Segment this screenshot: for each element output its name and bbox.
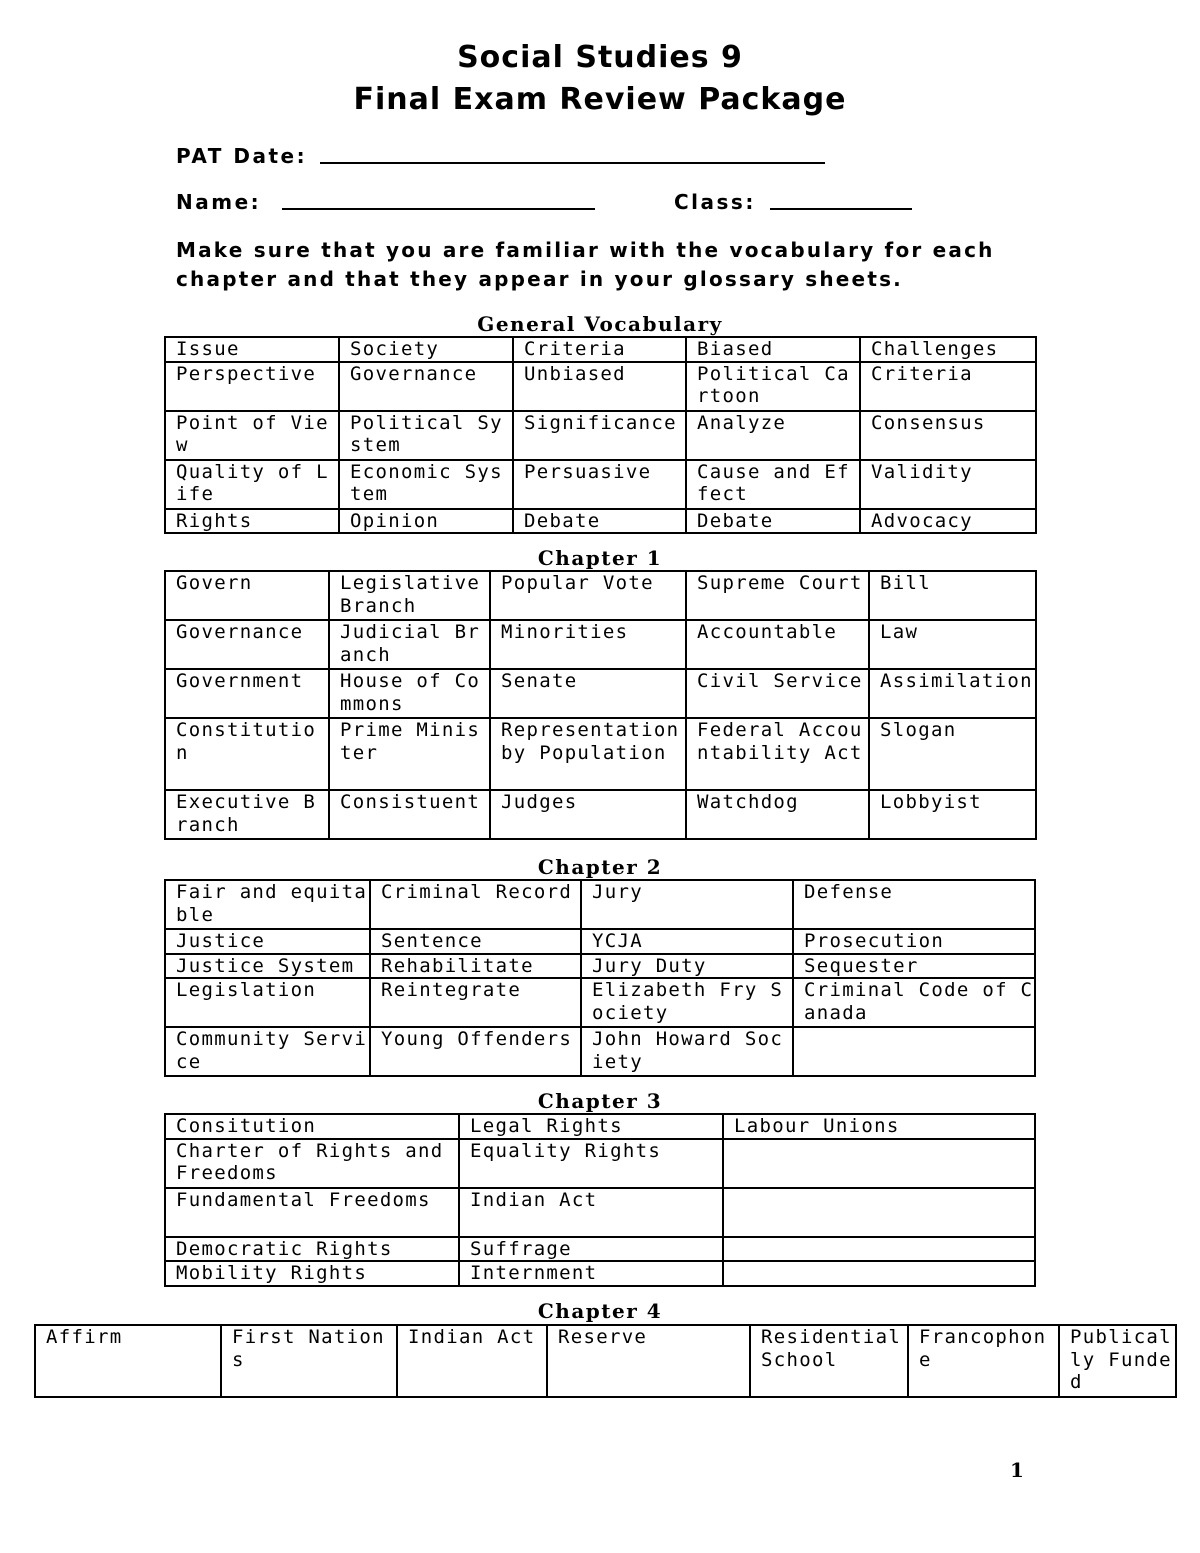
vocab-term-cell: Civil Service — [686, 669, 869, 718]
vocab-term-cell: Jury Duty — [581, 954, 793, 979]
vocab-term-cell: Government — [165, 669, 329, 718]
vocab-term-cell: Senate — [490, 669, 686, 718]
vocab-term-cell: Political System — [339, 411, 513, 460]
vocab-term-cell: Criminal Record — [370, 880, 581, 929]
vocab-term-cell: Internment — [459, 1261, 723, 1286]
name-blank[interactable] — [282, 208, 595, 210]
table-row — [165, 669, 1036, 718]
vocab-table-chapter-4 — [34, 1324, 1177, 1398]
vocab-term-cell: Reintegrate — [370, 978, 581, 1027]
vocab-term-cell: Prosecution — [793, 929, 1035, 954]
vocab-term-cell: Rights — [165, 509, 339, 534]
vocab-term-cell: Accountable — [686, 620, 869, 669]
page-title: Social Studies 9 — [457, 40, 743, 75]
vocab-term-cell: Rehabilitate — [370, 954, 581, 979]
vocab-term-cell: Criteria — [513, 337, 686, 362]
table-row — [165, 790, 1036, 839]
pat-date-label: PAT Date: — [176, 144, 308, 168]
vocab-term-cell: Prime Minister — [329, 718, 490, 790]
vocab-term-cell: Consistuent — [329, 790, 490, 839]
vocab-term-cell: Judges — [490, 790, 686, 839]
vocab-term-cell: Legal Rights — [459, 1114, 723, 1139]
vocab-term-cell: Justice System — [165, 954, 370, 979]
pat-date-blank[interactable] — [320, 162, 825, 164]
vocab-term-cell: YCJA — [581, 929, 793, 954]
vocab-term-cell: Democratic Rights — [165, 1237, 459, 1262]
vocab-term-cell: Lobbyist — [869, 790, 1036, 839]
page-subtitle: Final Exam Review Package — [353, 82, 847, 117]
vocab-term-cell — [723, 1261, 1035, 1286]
vocab-term-cell: Residential School — [750, 1325, 908, 1397]
table-row — [165, 1237, 1035, 1262]
vocab-term-cell: Constitution — [165, 718, 329, 790]
vocab-term-cell: Advocacy — [860, 509, 1036, 534]
vocab-term-cell — [793, 1027, 1035, 1076]
vocab-term-cell: Criminal Code of Canada — [793, 978, 1035, 1027]
table-row — [35, 1325, 1176, 1397]
page-number: 1 — [1010, 1458, 1024, 1482]
vocab-term-cell: Suffrage — [459, 1237, 723, 1262]
vocab-term-cell: Judicial Branch — [329, 620, 490, 669]
vocab-term-cell: Debate — [513, 509, 686, 534]
vocab-term-cell: Cause and Effect — [686, 460, 860, 509]
vocab-term-cell: Law — [869, 620, 1036, 669]
vocab-term-cell: Analyze — [686, 411, 860, 460]
vocab-term-cell: Indian Act — [459, 1188, 723, 1237]
vocab-term-cell: Defense — [793, 880, 1035, 929]
vocab-term-cell: Society — [339, 337, 513, 362]
vocab-term-cell: Opinion — [339, 509, 513, 534]
vocab-term-cell: Validity — [860, 460, 1036, 509]
vocab-term-cell: Supreme Court — [686, 571, 869, 620]
vocab-term-cell: Persuasive — [513, 460, 686, 509]
table-row — [165, 954, 1035, 979]
vocab-term-cell: House of Commons — [329, 669, 490, 718]
vocab-term-cell: Indian Act — [397, 1325, 547, 1397]
table-row — [165, 1027, 1035, 1076]
vocab-term-cell: Fair and equitable — [165, 880, 370, 929]
vocab-term-cell: Sequester — [793, 954, 1035, 979]
section-heading-chapter-3: Chapter 3 — [537, 1089, 663, 1113]
vocab-term-cell: Watchdog — [686, 790, 869, 839]
vocab-term-cell: Issue — [165, 337, 339, 362]
vocab-term-cell: Debate — [686, 509, 860, 534]
vocab-term-cell: Perspective — [165, 362, 339, 411]
table-row — [165, 571, 1036, 620]
section-heading-chapter-4: Chapter 4 — [537, 1299, 663, 1323]
class-label: Class: — [674, 190, 756, 214]
table-row — [165, 620, 1036, 669]
table-row — [165, 362, 1036, 411]
vocab-table-chapter-2 — [164, 879, 1036, 1077]
vocab-term-cell — [723, 1139, 1035, 1188]
table-row — [165, 1188, 1035, 1237]
instructions: Make sure that you are familiar with the vocabulary for each chapter and that they appear in your glossary sheets. — [176, 238, 995, 291]
table-row — [165, 411, 1036, 460]
vocab-term-cell: Executive Branch — [165, 790, 329, 839]
vocab-term-cell: Assimilation — [869, 669, 1036, 718]
vocab-term-cell: Govern — [165, 571, 329, 620]
vocab-term-cell: Consitution — [165, 1114, 459, 1139]
table-row — [165, 929, 1035, 954]
vocab-term-cell: Reserve — [547, 1325, 750, 1397]
table-row — [165, 1261, 1035, 1286]
vocab-table-chapter-3 — [164, 1113, 1036, 1287]
section-heading-general: General Vocabulary — [477, 312, 723, 336]
table-row — [165, 1114, 1035, 1139]
vocab-term-cell: Economic System — [339, 460, 513, 509]
vocab-term-cell: Publically Funded — [1059, 1325, 1176, 1397]
name-label: Name: — [176, 190, 262, 214]
vocab-term-cell: Charter of Rights and Freedoms — [165, 1139, 459, 1188]
vocab-term-cell: Quality of Life — [165, 460, 339, 509]
vocab-term-cell: Jury — [581, 880, 793, 929]
vocab-term-cell: Consensus — [860, 411, 1036, 460]
vocab-term-cell: Mobility Rights — [165, 1261, 459, 1286]
vocab-term-cell: Popular Vote — [490, 571, 686, 620]
vocab-term-cell: Significance — [513, 411, 686, 460]
section-heading-chapter-2: Chapter 2 — [537, 855, 663, 879]
vocab-term-cell: Minorities — [490, 620, 686, 669]
table-row — [165, 1139, 1035, 1188]
vocab-term-cell — [723, 1237, 1035, 1262]
vocab-term-cell: Bill — [869, 571, 1036, 620]
vocab-term-cell: Fundamental Freedoms — [165, 1188, 459, 1237]
vocab-term-cell: Sentence — [370, 929, 581, 954]
vocab-term-cell: Legislation — [165, 978, 370, 1027]
table-row — [165, 978, 1035, 1027]
vocab-term-cell: Criteria — [860, 362, 1036, 411]
vocab-term-cell: Unbiased — [513, 362, 686, 411]
vocab-term-cell: Point of View — [165, 411, 339, 460]
vocab-term-cell: Affirm — [35, 1325, 221, 1397]
vocab-term-cell: Governance — [339, 362, 513, 411]
table-row — [165, 509, 1036, 534]
table-row — [165, 718, 1036, 790]
vocab-term-cell: Slogan — [869, 718, 1036, 790]
vocab-term-cell: Political Cartoon — [686, 362, 860, 411]
table-row — [165, 460, 1036, 509]
vocab-term-cell: Labour Unions — [723, 1114, 1035, 1139]
vocab-term-cell: Elizabeth Fry Society — [581, 978, 793, 1027]
vocab-term-cell: Justice — [165, 929, 370, 954]
class-blank[interactable] — [770, 208, 912, 210]
vocab-table-general — [164, 336, 1037, 534]
vocab-term-cell: Young Offenders — [370, 1027, 581, 1076]
vocab-term-cell: Challenges — [860, 337, 1036, 362]
vocab-term-cell: First Nations — [221, 1325, 397, 1397]
vocab-term-cell: Equality Rights — [459, 1139, 723, 1188]
vocab-term-cell: Community Service — [165, 1027, 370, 1076]
vocab-term-cell: Governance — [165, 620, 329, 669]
vocab-term-cell: Legislative Branch — [329, 571, 490, 620]
vocab-term-cell: Biased — [686, 337, 860, 362]
section-heading-chapter-1: Chapter 1 — [537, 546, 663, 570]
vocab-term-cell: Representation by Population — [490, 718, 686, 790]
vocab-term-cell — [723, 1188, 1035, 1237]
vocab-term-cell: Federal Accountability Act — [686, 718, 869, 790]
table-row — [165, 337, 1036, 362]
table-row — [165, 880, 1035, 929]
vocab-term-cell: John Howard Society — [581, 1027, 793, 1076]
vocab-table-chapter-1 — [164, 570, 1037, 840]
vocab-term-cell: Francophone — [908, 1325, 1059, 1397]
